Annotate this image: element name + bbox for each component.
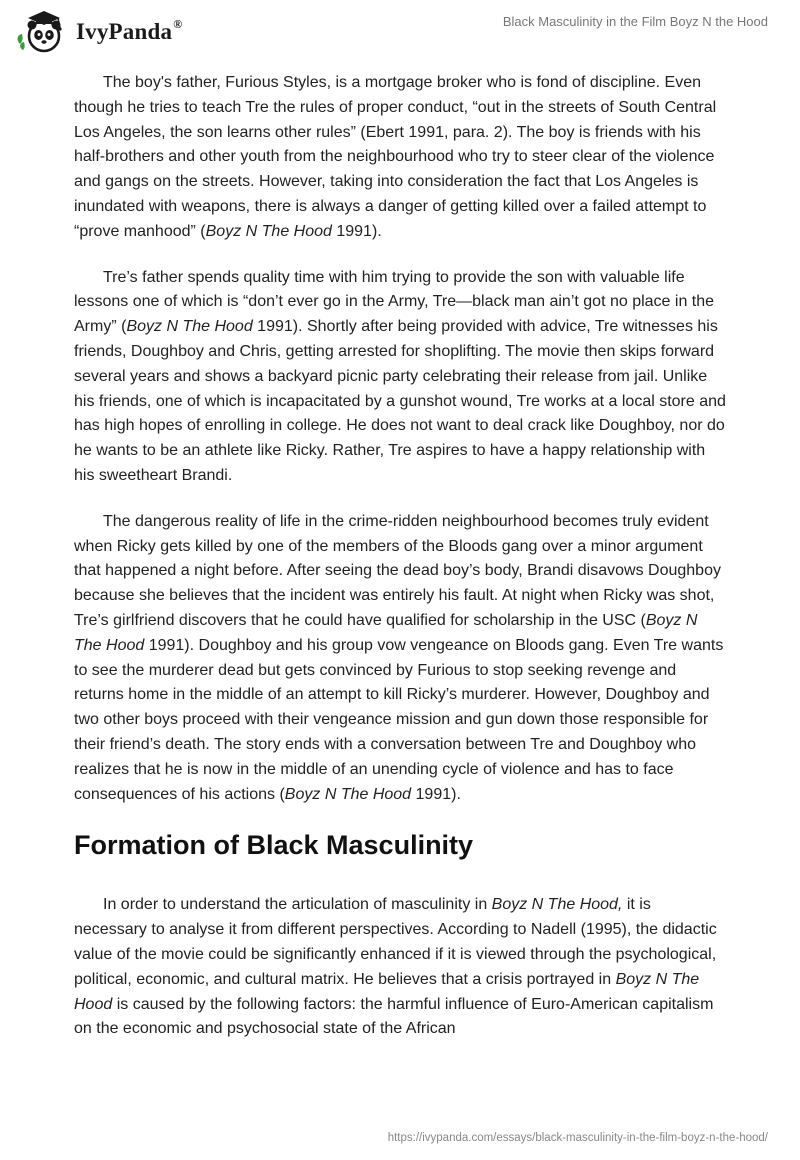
film-title-italic: Boyz N The Hood bbox=[205, 222, 332, 240]
film-title-italic: Boyz N The Hood bbox=[74, 970, 700, 1013]
film-title-italic: Boyz N The Hood bbox=[126, 318, 253, 336]
brand-name: IvyPanda® bbox=[76, 17, 183, 44]
registered-mark: ® bbox=[173, 17, 183, 32]
panda-graduation-cap-icon bbox=[14, 6, 70, 56]
paragraph-1: The boy's father, Furious Styles, is a mortgage broker who is fond of discipline. Even though he tries to teach Tre the rules of proper conduct, “out in the streets of South Central Los Angeles, the son learns other rules” (Ebert 1991, para. 2). The boy is friends with his half-brothers and other youth from the neighbourhood who try to steer clear of the violence and gangs on the streets. However, taking into consideration the fact that Los Angeles is inundated with weapons, there is always a danger of getting killed over a failed attempt to “prove manhood” (Boyz N The Hood 1991). bbox=[74, 74, 717, 240]
paragraph-3: The dangerous reality of life in the crime-ridden neighbourhood becomes truly evident when Ricky gets killed by one of the members of the Bloods gang over a minor argument that happened a night before. After seeing the dead boy’s body, Brandi disavows Doughboy because she believes that the incident was entirely his fault. At night when Ricky was shot, Tre’s girlfriend discovers that he could have qualified for scholarship in the USC (Boyz N The Hood 1991). Doughboy and his group vow vengeance on Bloods gang. Even Tre wants to see the murderer dead but gets convinced by Furious to stop seeking revenge and returns home in the middle of an attempt to kill Ricky’s murderer. However, Doughboy and two other boys proceed with their vengeance mission and gun down those responsible for their friend’s death. The story ends with a conversation between Tre and Doughboy who realizes that he is now in the middle of an unending cycle of violence and has to face consequences of his actions (Boyz N The Hood 1991). bbox=[74, 512, 724, 803]
page-header bbox=[0, 0, 800, 60]
source-url[interactable]: https://ivypanda.com/essays/black-masculinity-in-the-film-boyz-n-the-hood/ bbox=[387, 1132, 768, 1144]
essay-body bbox=[74, 71, 726, 1063]
section-heading: Formation of Black Masculinity bbox=[74, 830, 474, 861]
paragraph-2: Tre’s father spends quality time with him trying to provide the son with valuable life lessons one of which is “don’t ever go in the Army, Tre—black man ain’t got no place in the Army” (Boyz N The Hood 1991). Shortly after being provided with advice, Tre witnesses his friends, Doughboy and Chris, getting arrested for shoplifting. The movie then skips forward several years and shows a backyard picnic party celebrating their release from jail. Unlike his friends, one of which is incapacitated by a gunshot wound, Tre works at a local store and has high hopes of enrolling in college. He does not want to deal crack like Doughboy, nor do he wants to be an athlete like Ricky. Rather, Tre aspires to have a happy relationship with his sweetheart Brandi. bbox=[74, 268, 726, 484]
ivypanda-logo[interactable] bbox=[14, 6, 182, 56]
paragraph-4: In order to understand the articulation of masculinity in Boyz N The Hood, it is necessary to analyse it from different perspectives. According to Nadell (1995), the didactic value of the movie could be significantly enhanced if it is viewed through the psychological, political, economic, and cultural matrix. He believes that a crisis portrayed in Boyz N The Hood is caused by the following factors: the harmful influence of Euro-American capitalism on the economic and psychosocial state of the African bbox=[74, 896, 717, 1038]
film-title-italic: Boyz N The Hood bbox=[74, 611, 698, 654]
document-title: Black Masculinity in the Film Boyz N the Hood bbox=[502, 14, 768, 29]
film-title-italic: Boyz N The Hood bbox=[284, 785, 412, 803]
film-title-italic: Boyz N The Hood, bbox=[491, 896, 623, 914]
